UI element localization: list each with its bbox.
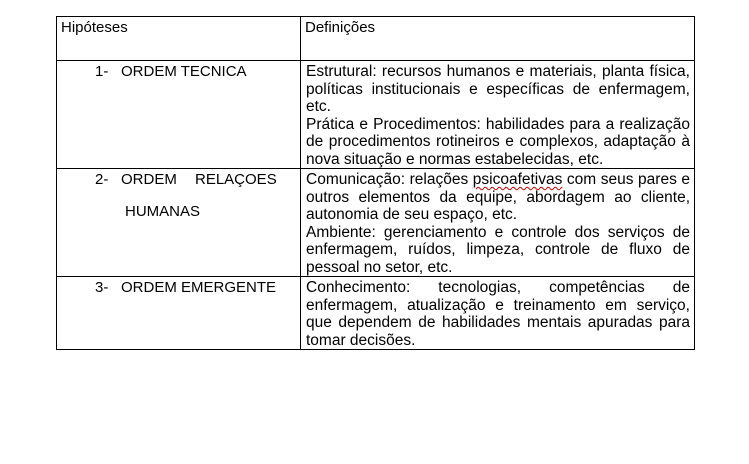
table-row <box>57 277 695 350</box>
hypothesis-number: 3- <box>95 279 109 296</box>
hypothesis-label: ORDEM EMERGENTE <box>121 279 277 296</box>
hypotheses-table-container <box>56 16 694 350</box>
definition-cell <box>301 61 695 169</box>
header-definitions: Definições <box>301 17 695 61</box>
hypothesis-cell <box>57 61 301 169</box>
table-row <box>57 61 695 169</box>
definition-cell <box>301 277 695 350</box>
hypothesis-cell <box>57 277 301 350</box>
hypothesis-cell <box>57 169 301 277</box>
definition-text: Conhecimento: tecnologias, competências de enfermagem, atualização e treinamento em serviço, que dependem de habilidades mentais apuradas para tomar decisões. <box>306 279 690 349</box>
definition-cell <box>301 169 695 277</box>
definition-text: Prática e Procedimentos: habilidades para a realização de procedimentos rotineiros e complexos, adaptação à nova situação e normas estabelecidas, etc. <box>306 115 690 168</box>
hypothesis-label: ORDEM TECNICA <box>121 63 247 80</box>
definition-text: Ambiente: gerenciamento e controle dos serviços de enfermagem, ruídos, limpeza, controle de fluxo de pessoal no setor, etc. <box>306 223 690 276</box>
definition-text: Estrutural: recursos humanos e materiais, planta física, políticas institucionais e específicas de enfermagem, etc. <box>306 63 690 115</box>
header-hypotheses: Hipóteses <box>57 17 301 61</box>
hypothesis-line-1 <box>61 171 296 189</box>
table-row <box>57 169 695 277</box>
definition-text-part: com seus pares e outros elementos da equipe, abordagem ao cliente, autonomia de seu espaço, etc. <box>306 171 690 223</box>
hypothesis-number: 2- <box>95 171 109 188</box>
definition-text-part: Comunicação: relações <box>306 171 473 188</box>
hypothesis-label-continued: HUMANAS <box>125 203 201 220</box>
definition-text <box>306 171 690 224</box>
hypotheses-table <box>56 16 695 350</box>
hypothesis-label: ORDEM RELAÇOES <box>121 171 277 188</box>
hypothesis-number: 1- <box>95 63 109 80</box>
spellcheck-flagged-word: psicoafetivas <box>472 171 563 188</box>
table-header-row <box>57 17 695 61</box>
